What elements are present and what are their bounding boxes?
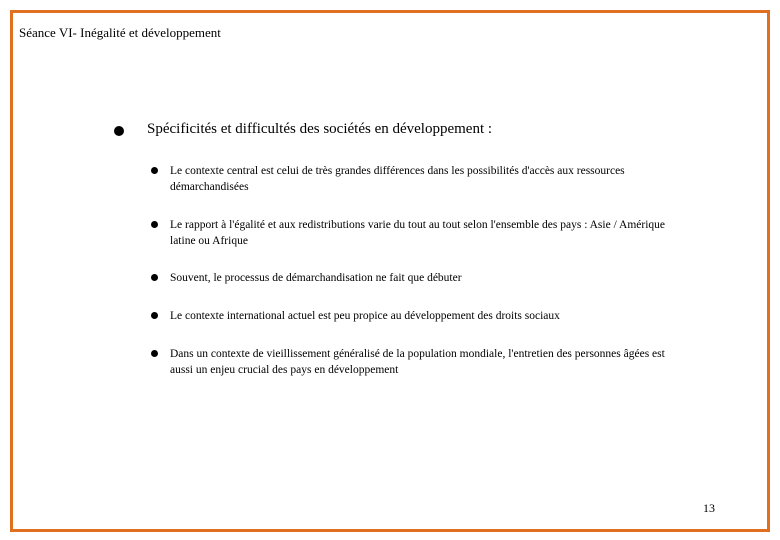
sub-point [151, 270, 690, 286]
page-number: 13 [703, 501, 715, 515]
sub-point-text: Le contexte international actuel est peu propice au développement des droits sociaux [170, 310, 560, 322]
main-point [114, 121, 492, 138]
bullet-icon [151, 274, 158, 281]
sub-point-text: Le contexte central est celui de très grandes différences dans les possibilités d'accès aux ressources démarchandisées [170, 165, 625, 193]
sub-point-text: Le rapport à l'égalité et aux redistributions varie du tout au tout selon l'ensemble des pays : Asie / Amérique latine ou Afrique [170, 219, 666, 247]
slide [10, 10, 770, 532]
sub-point-text: Dans un contexte de vieillissement généralisé de la population mondiale, l'entretien des personnes âgées est aussi un enjeu crucial des pays en développement [170, 348, 665, 376]
sub-point [151, 346, 690, 378]
sub-point [151, 163, 690, 195]
bullet-icon [151, 350, 158, 357]
bullet-icon [151, 312, 158, 319]
sub-point [151, 217, 690, 249]
main-heading: Spécificités et difficultés des sociétés en développement : [147, 121, 493, 137]
bullet-icon [151, 167, 158, 174]
sub-point [151, 308, 690, 324]
slide-header: Séance VI- Inégalité et développement [19, 25, 221, 40]
bullet-icon [151, 221, 158, 228]
bullet-icon [114, 126, 124, 136]
sub-point-text: Souvent, le processus de démarchandisation ne fait que débuter [170, 272, 462, 284]
